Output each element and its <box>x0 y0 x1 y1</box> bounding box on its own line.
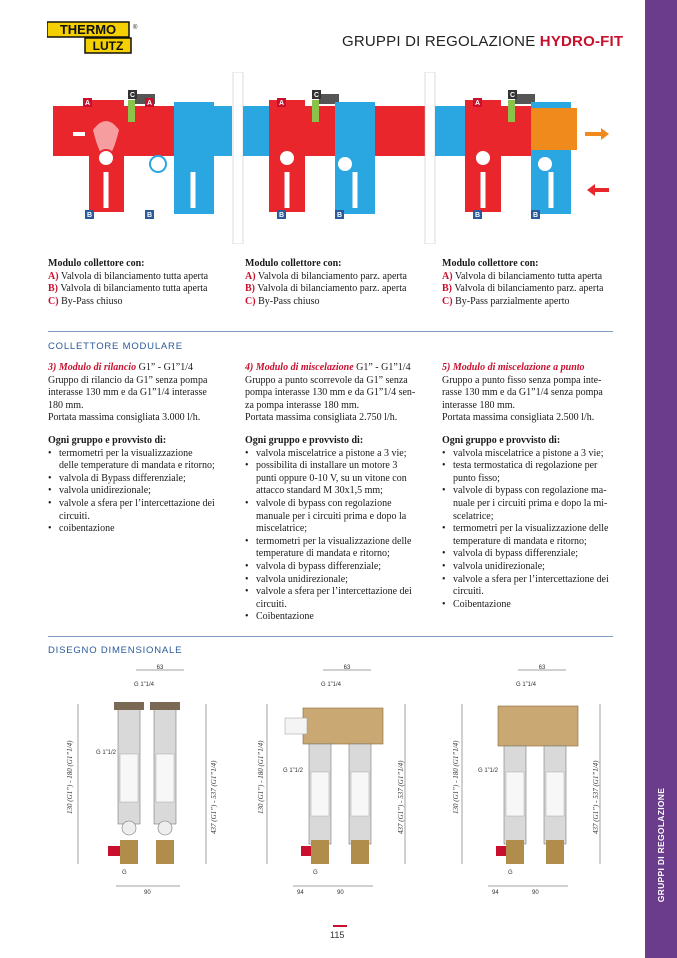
svg-text:G 1”1/2: G 1”1/2 <box>96 750 117 756</box>
feature-item: • valvola miscelatrice a pistone a 3 vie; <box>442 448 617 461</box>
feature-item: • testa termostatica di regolazione per punto fisso; <box>442 460 617 485</box>
svg-text:A: A <box>278 100 285 107</box>
dimensional-drawing-1 <box>66 665 218 896</box>
svg-text:90: 90 <box>144 890 151 896</box>
dimensional-drawing-2 <box>257 665 405 896</box>
svg-text:63: 63 <box>538 665 546 671</box>
module-diagram-1 <box>53 94 232 214</box>
svg-text:B: B <box>86 212 93 219</box>
svg-text:A: A <box>474 100 481 107</box>
feature-item: • valvole a sfera per l’intercettazione dei circuiti. <box>442 574 617 599</box>
module-description-2: Modulo collettore con: A) Valvola di bilanciamento parz. aperta B) Valvola di bilanciamento parz. aperta C) By-Pass chiuso <box>245 258 407 307</box>
svg-text:C: C <box>509 92 516 99</box>
feature-item: • valvola di bypass differenziale; <box>442 548 617 561</box>
svg-text:G 1”1/2: G 1”1/2 <box>283 768 304 774</box>
svg-text:G 1”1/4: G 1”1/4 <box>134 682 155 688</box>
svg-text:®: ® <box>133 25 138 31</box>
svg-text:C: C <box>313 92 320 99</box>
svg-text:90: 90 <box>532 890 539 896</box>
section-divider <box>48 636 613 637</box>
feature-item: • valvola di bypass differenziale; <box>245 561 420 574</box>
module-diagram-3 <box>435 94 609 214</box>
svg-text:THERMO: THERMO <box>59 22 117 37</box>
svg-text:G: G <box>508 870 513 876</box>
svg-text:G 1”1/2: G 1”1/2 <box>478 768 499 774</box>
svg-text:63: 63 <box>156 665 164 671</box>
svg-text:B: B <box>532 212 539 219</box>
svg-text:B: B <box>336 212 343 219</box>
svg-text:A: A <box>146 100 153 107</box>
feature-item: • valvola unidirezionale; <box>48 485 223 498</box>
feature-item: • coibentazione <box>48 523 223 536</box>
svg-text:G: G <box>313 870 318 876</box>
svg-text:94: 94 <box>297 890 304 896</box>
feature-item: • valvola di Bypass differenziale; <box>48 473 223 486</box>
section-title-disegno-dimensionale: DISEGNO DIMENSIONALE <box>48 645 183 656</box>
svg-text:437 (G1”) - 537 (G1”1/4): 437 (G1”) - 537 (G1”1/4) <box>397 760 405 834</box>
feature-item: • termometri per la visualizzazione delle temperature di mandata e ritorno; <box>442 523 617 548</box>
svg-text:B: B <box>278 212 285 219</box>
svg-text:437 (G1”) - 537 (G1”1/4): 437 (G1”) - 537 (G1”1/4) <box>210 760 218 834</box>
side-tab-label: GRUPPI DI REGOLAZIONE <box>656 787 666 903</box>
svg-text:130 (G1”) - 180 (G1”1/4): 130 (G1”) - 180 (G1”1/4) <box>66 740 74 814</box>
svg-text:A: A <box>84 100 91 107</box>
dimensional-drawing-3 <box>452 665 600 896</box>
svg-text:94: 94 <box>492 890 499 896</box>
section-divider <box>48 331 613 332</box>
page-header-title: GRUPPI DI REGOLAZIONE HYDRO-FIT <box>342 33 624 50</box>
product-5: 5) Modulo di miscelazione a punto Gruppo a punto fisso senza pompa inte- rasse 130 mm e da G1”1/4 senza pompa interasse 180 mm. Portata massima consigliata 2.500 l/h. Ogni gruppo e provvisto di: • valvola miscelatrice a pistone a 3 vie; • testa termostatica di regolazione per punto fisso; • valvole di bypass con regolazione ma- nuale per i circuiti prima e dopo la mi- scelatrice; • termometri per la visualizzazione delle temperature di mandata e ritorno; • valvola di bypass differenziale; • valvola unidirezionale; • valvole a sfera per l’intercettazione dei circuiti. • Coibentazione <box>442 362 617 611</box>
product-4: 4) Modulo di miscelazione G1” - G1”1/4 Gruppo a punto scorrevole da G1” senza pompa interasse 130 mm e da G1”1/4 sen- za pompa interasse 180 mm. Portata massima consigliata 2.750 l/h. Ogni gruppo e provvisto di: • valvola miscelatrice a pistone a 3 vie; • possibilita di installare un motore 3 punti oppure 0-10 V, su un vitone con attacco standard M 30x1,5 mm; • valvole di bypass con regolazione manuale per i circuiti prima e dopo la miscelatrice; • termometri per la visualizzazione delle temperature di mandata e ritorno; • valvola di bypass differenziale; • valvola unidirezionale; • valvole a sfera per l’intercettazione dei circuiti. • Coibentazione <box>245 362 420 624</box>
svg-text:130 (G1”) - 180 (G1”1/4): 130 (G1”) - 180 (G1”1/4) <box>257 740 265 814</box>
svg-text:63: 63 <box>343 665 351 671</box>
svg-text:G: G <box>122 870 127 876</box>
module-flow-diagrams <box>53 72 609 244</box>
svg-text:G 1”1/4: G 1”1/4 <box>516 682 537 688</box>
feature-item: • valvola unidirezionale; <box>245 574 420 587</box>
svg-text:130 (G1”) - 180 (G1”1/4): 130 (G1”) - 180 (G1”1/4) <box>452 740 460 814</box>
module-description-1: Modulo collettore con: A) Valvola di bilanciamento tutta aperta B) Valvola di bilanciamento tutta aperta C) By-Pass chiuso <box>48 258 209 307</box>
svg-text:G 1”1/4: G 1”1/4 <box>321 682 342 688</box>
svg-text:B: B <box>146 212 153 219</box>
svg-text:C: C <box>129 92 136 99</box>
feature-item: • termometri per la visualizzazione delle temperature di mandata e ritorno; <box>245 536 420 561</box>
feature-item: • valvola unidirezionale; <box>442 561 617 574</box>
svg-text:B: B <box>474 212 481 219</box>
feature-item: • Coibentazione <box>442 599 617 612</box>
module-description-3: Modulo collettore con: A) Valvola di bilanciamento tutta aperta B) Valvola di bilanciamento parz. aperta C) By-Pass parzialmente aperto <box>442 258 604 307</box>
svg-text:437 (G1”) - 537 (G1”1/4): 437 (G1”) - 537 (G1”1/4) <box>592 760 600 834</box>
feature-item: • valvole di bypass con regolazione manuale per i circuiti prima e dopo la miscelatrice; <box>245 498 420 536</box>
feature-item: • termometri per la visualizzazione delle temperature di mandata e ritorno; <box>48 448 223 473</box>
page-number-mark <box>333 925 347 927</box>
module-diagram-2 <box>243 94 425 214</box>
feature-item: • valvole di bypass con regolazione ma- nuale per i circuiti prima e dopo la mi- scelatrice; <box>442 485 617 523</box>
feature-item: • valvole a sfera per l’intercettazione dei circuiti. <box>245 586 420 611</box>
thermolutz-logo <box>47 20 147 56</box>
page-number: 115 <box>330 930 345 940</box>
feature-item: • Coibentazione <box>245 611 420 624</box>
section-title-collettore-modulare: COLLETTORE MODULARE <box>48 341 183 352</box>
product-3: 3) Modulo di rilancio G1” - G1”1/4 Gruppo di rilancio da G1” senza pompa interasse 130 mm e da G1”1/4 interasse 180 mm. Portata massima consigliata 3.000 l/h. Ogni gruppo e provvisto di: • termometri per la visualizzazione delle temperature di mandata e ritorno; • valvola di Bypass differenziale; • valvola unidirezionale; • valvole a sfera per l’intercettazione dei circuiti. • coibentazione <box>48 362 223 536</box>
dimensional-drawings <box>48 664 608 900</box>
svg-text:LUTZ: LUTZ <box>92 39 124 53</box>
feature-item: • valvole a sfera per l’intercettazione dei circuiti. <box>48 498 223 523</box>
feature-item: • valvola miscelatrice a pistone a 3 vie; <box>245 448 420 461</box>
svg-text:90: 90 <box>337 890 344 896</box>
feature-item: • possibilita di installare un motore 3 punti oppure 0-10 V, su un vitone con attacco standard M 30x1,5 mm; <box>245 460 420 498</box>
